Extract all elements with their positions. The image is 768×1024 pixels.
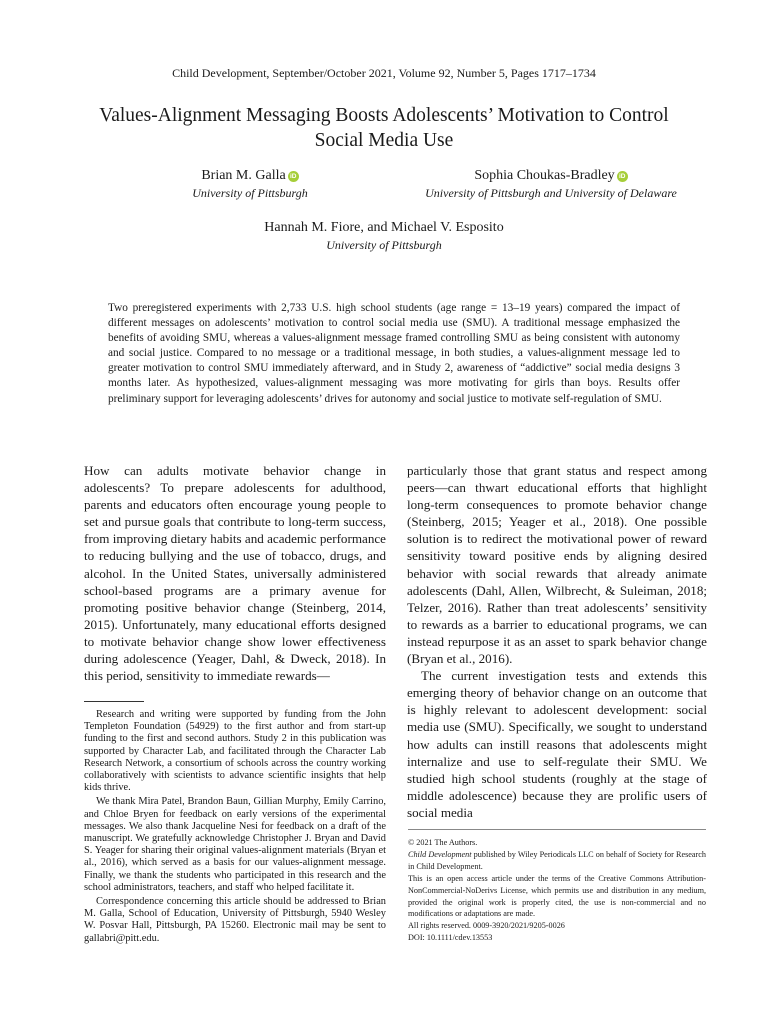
author-name: Sophia Choukas-Bradley iD [395,167,707,185]
author-affiliation: University of Pittsburgh and University of Delaware [425,186,677,200]
author-block-galla [150,167,350,201]
journal-citation-line: Child Development, September/October 2021, Volume 92, Number 5, Pages 1717–1734 [172,66,596,80]
journal-name: Child Development [408,849,472,859]
footnotes [84,709,386,947]
publisher-line: Child Development published by Wiley Periodicals LLC on behalf of Society for Research in Child Development. [408,849,706,871]
body-column-right [407,462,707,821]
article-title: Values-Alignment Messaging Boosts Adolescents’ Motivation to Control Social Media Use [99,105,669,151]
copyright-line: © 2021 The Authors. [408,838,478,847]
funding-note: Research and writing were supported by funding from the John Templeton Foundation (54929) to the first author and from start-up funding to the first and second authors. Study 2 in this publication was supported by Character Lab, and facilitated through the Character Lab Research Network, a consortium of schools across the country working collaboratively with scientists to advance scientific insights that help kids thrive. [84,709,386,794]
orcid-icon[interactable]: iD [288,171,299,182]
license-divider [408,829,706,830]
doi-link[interactable]: DOI: 10.1111/cdev.13553 [408,933,493,943]
author-block-choukas-bradley [395,167,707,201]
body-paragraph: particularly those that grant status and respect among peers—can thwart educational efforts that highlight long-term consequences to promote behavior change (Steinberg, 2015; Yeager et al., 2018). One possible solution is to redirect the motivational power of reward sensitivity toward positive ends by aligning desired behavior with social rewards that already animate adolescents (Dahl, Allen, Wilbrecht, & Suleiman, 2018; Telzer, 2016). Rather than treat adolescents’ sensitivity to rewards as a barrier to educational programs, we can instead repurpose it as an asset to spark behavior change (Bryan et al., 2016). [407,463,707,667]
body-paragraph: How can adults motivate behavior change in adolescents? To prepare adolescents for adulthood, parents and educators often encourage young people to set and pursue goals that contribute to long-term success, from improving dietary habits and academic performance to reducing bullying and the use of tobacco, drugs, and alcohol. In the United States, universally administered school-based programs are a primary avenue for promoting positive behavior change (Steinberg, 2014, 2015). Unfortunately, many educational efforts designed to motivate behavior change show lower effectiveness during adolescence (Yeager, Dahl, & Dweck, 2018). In this period, sensitivity to immediate rewards— [84,463,386,684]
author-name: Hannah M. Fiore, and Michael V. Esposito [264,220,504,235]
body-paragraph: The current investigation tests and extends this emerging theory of behavior change on an outcome that is highly relevant to adolescent development: social media use (SMU). Specifically, we sought to understand how adults can instill reasons that adolescents might internalize and use to self-regulate their SMU. We studied high school students (roughly at the stage of middle adolescence) because they are prolific users of social media [407,668,707,820]
open-access-line: This is an open access article under the terms of the Creative Commons Attribution-NonCommercial-NoDerivs License, which permits use and distribution in any medium, provided the original work is properly cited, the use is non-commercial and no modifications or adaptations are made. [408,873,706,919]
acknowledgments-note: We thank Mira Patel, Brandon Baun, Gillian Murphy, Emily Carrino, and Chloe Bryen for feedback on early versions of the experimental messages. We also thank Jacqueline Nesi for feedback on a draft of the manuscript. We gratefully acknowledge Christopher J. Bryan and David S. Yeager for sharing their original values-alignment materials (Bryan et al., 2016), which served as a basis for our values-alignment message. Finally, we thank the students who participated in this research and the school administrators, teachers, and staff who helped facilitate it. [84,796,386,893]
author-name: Brian M. Galla iD [150,167,350,185]
license-block [408,837,706,944]
body-column-left [84,462,386,684]
author-affiliation: University of Pittsburgh [192,186,308,200]
author-affiliation: University of Pittsburgh [326,238,442,252]
footnote-divider [84,701,144,702]
correspondence-note: Correspondence concerning this article should be addressed to Brian M. Galla, School of Education, University of Pittsburgh, 5940 Wesley W. Posvar Hall, Pittsburgh, PA 15260. Electronic mail may be sent to gallabri@pitt.edu. [84,896,386,944]
orcid-icon[interactable]: iD [617,171,628,182]
author-block-fiore-esposito [134,219,634,253]
abstract: Two preregistered experiments with 2,733 U.S. high school students (age range = 13–19 years) compared the impact of different messages on adolescents’ motivation to control social media use (SMU). A traditional message emphasized the benefits of avoiding SMU, whereas a values-alignment message framed controlling SMU as being consistent with autonomy and social justice. Compared to no message or a traditional message, in both studies, a values-alignment message led to greater motivation to control SMU immediately afterward, and in Study 2, awareness of “addictive” social media designs 3 months later. As hypothesized, values-alignment messaging was more motivating for girls than boys. Results offer preliminary support for leveraging adolescents’ drives for autonomy and social justice to motivate self-regulation of SMU. [108,302,680,405]
rights-line: All rights reserved. 0009-3920/2021/9205-0026 [408,921,565,931]
